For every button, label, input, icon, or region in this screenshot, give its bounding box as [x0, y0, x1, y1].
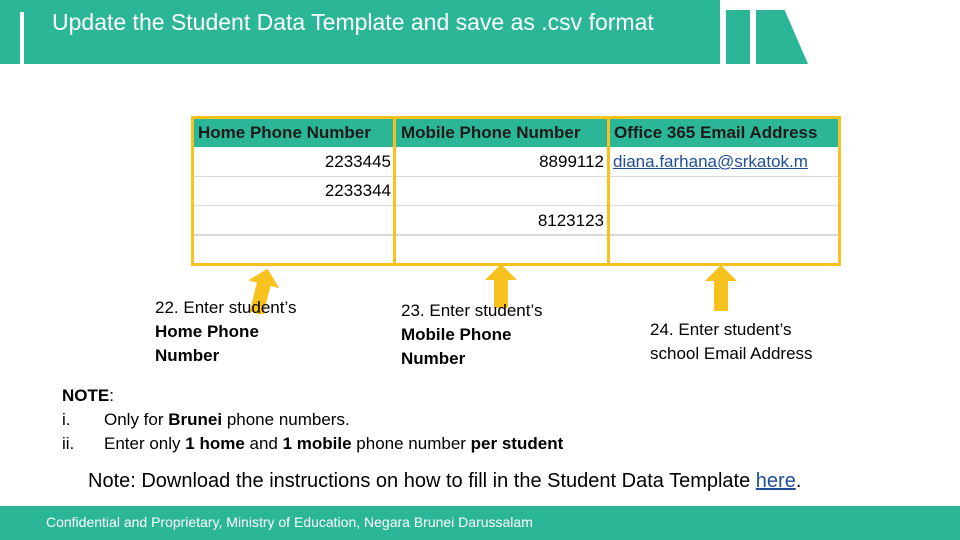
cell-mobile-phone: 8899112 [539, 152, 604, 171]
download-note [88, 470, 801, 493]
table-row [194, 177, 838, 206]
table-row [194, 148, 838, 177]
decorative-bar [726, 10, 750, 64]
cell-mobile-phone [397, 235, 606, 263]
note-bold-text: Brunei [168, 410, 223, 429]
download-period: . [795, 470, 802, 492]
note-index: ii. [62, 434, 75, 453]
note-bold-text: per student [470, 434, 564, 453]
column-highlight-divider [607, 119, 610, 263]
up-arrow-icon [705, 265, 737, 311]
cell-mobile-phone [397, 177, 606, 205]
note-bold-text: 1 mobile [282, 434, 352, 453]
callout-text: 22. Enter student’s [155, 298, 297, 317]
cell-home-phone: 2233445 [324, 152, 391, 171]
cell-home-phone [194, 235, 393, 263]
notes-block [62, 384, 563, 456]
footer-text: Confidential and Proprietary, Ministry of Education, Negara Brunei Darussalam [46, 514, 533, 530]
cell-email [610, 235, 838, 263]
table-row [194, 235, 838, 263]
cell-email [610, 177, 838, 205]
note-item [62, 432, 563, 456]
cell-email: diana.farhana@srkatok.m [613, 152, 808, 171]
note-heading: NOTE [62, 386, 110, 405]
note-index: i. [62, 410, 71, 429]
download-here-link[interactable]: here [755, 470, 796, 492]
header-home-phone: Home Phone Number [198, 123, 371, 142]
table-header-row [194, 119, 838, 147]
note-text: Enter only [104, 434, 186, 453]
callout-email [650, 318, 835, 366]
column-highlight-divider [393, 119, 396, 263]
note-colon: : [109, 386, 114, 405]
footer-bar [0, 506, 960, 540]
callout-text: 24. Enter student’s school Email Address [650, 320, 813, 363]
title-accent-bar [6, 12, 24, 64]
note-text: Only for [104, 410, 169, 429]
decorative-wedge [756, 10, 808, 64]
note-bold-text: 1 home [185, 434, 245, 453]
callout-text: 23. Enter student’s [401, 301, 543, 320]
callout-mobile-phone [401, 299, 551, 371]
note-text: phone numbers. [222, 410, 350, 429]
spreadsheet-excerpt [191, 116, 841, 266]
slide-title: Update the Student Data Template and save as .csv format [52, 9, 654, 35]
note-item [62, 408, 563, 432]
callout-home-phone [155, 296, 305, 368]
note-text: phone number [351, 434, 471, 453]
cell-mobile-phone: 8123123 [537, 211, 604, 230]
table-row [194, 207, 838, 236]
cell-home-phone: 2233344 [324, 181, 391, 200]
header-mobile-phone: Mobile Phone Number [401, 123, 581, 142]
download-text: Note: Download the instructions on how to fill in the Student Data Template [88, 470, 756, 492]
cell-home-phone [194, 207, 393, 235]
header-email: Office 365 Email Address [614, 123, 818, 142]
cell-email [610, 207, 838, 235]
callout-bold-text: Mobile Phone Number [401, 325, 512, 368]
note-text: and [244, 434, 283, 453]
callout-bold-text: Home Phone Number [155, 322, 259, 365]
